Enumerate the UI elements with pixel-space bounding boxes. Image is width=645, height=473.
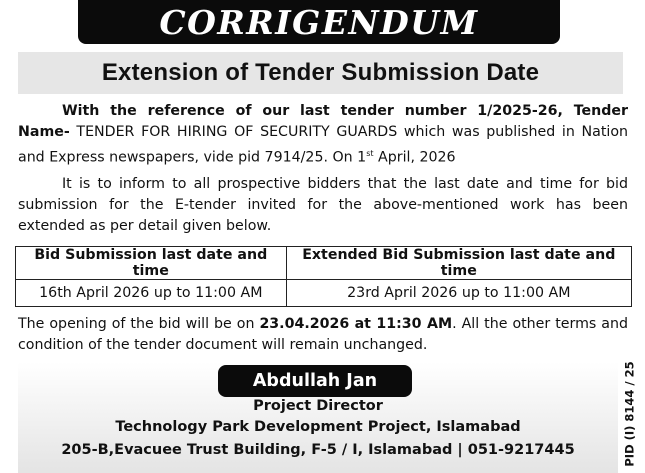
- opening-text-end: . All the other terms and condition of the tender document will remain unchanged.: [18, 316, 629, 353]
- pid-text: PID (I) 8144 / 25: [623, 361, 637, 467]
- page-subtitle: Extension of Tender Submission Date: [101, 59, 540, 86]
- table-header-row: [16, 247, 632, 280]
- paragraph-reference: [18, 101, 628, 169]
- signatory-designation: Project Director: [253, 398, 383, 414]
- title-banner: [78, 0, 560, 44]
- table-cell: 16th April 2026 up to 11:00 AM: [16, 280, 287, 307]
- page-title: CORRIGENDUM: [159, 2, 479, 42]
- subtitle-bar: [18, 52, 623, 94]
- contact-address: 205-B,Evacuee Trust Building, F-5 / I, Islamabad | 051-9217445: [61, 442, 575, 458]
- table-cell: 23rd April 2026 up to 11:00 AM: [286, 280, 631, 307]
- organization-name: Technology Park Development Project, Islamabad: [115, 419, 521, 435]
- opening-text: The opening of the bid will be on: [18, 316, 260, 332]
- signatory-name: Abdullah Jan: [218, 365, 412, 397]
- paragraph-notice: [18, 174, 628, 237]
- paragraph-opening: [18, 314, 628, 356]
- table-row: [16, 280, 632, 307]
- reference-bold-text: With the reference of our last tender number 1/2025-26, Tender Name-: [18, 103, 628, 140]
- opening-date: 23.04.2026 at 11:30 AM: [259, 316, 453, 332]
- table-header-cell: Extended Bid Submission last date and time: [286, 247, 631, 280]
- bid-dates-table: [15, 246, 632, 307]
- pid-label: [619, 358, 641, 470]
- table-header-cell: Bid Submission last date and time: [16, 247, 287, 280]
- notice-text: It is to inform to all prospective bidders that the last date and time for bid submission for the E-tender invited for the above-mentioned work has been extended as per detail given below.: [18, 176, 628, 234]
- ordinal-suffix: st: [366, 149, 374, 158]
- reference-text: TENDER FOR HIRING OF SECURITY GUARDS which was published in Nation and Express newspapers, vide pid 7914/25. On 1: [18, 124, 628, 166]
- reference-date: April, 2026: [373, 149, 456, 166]
